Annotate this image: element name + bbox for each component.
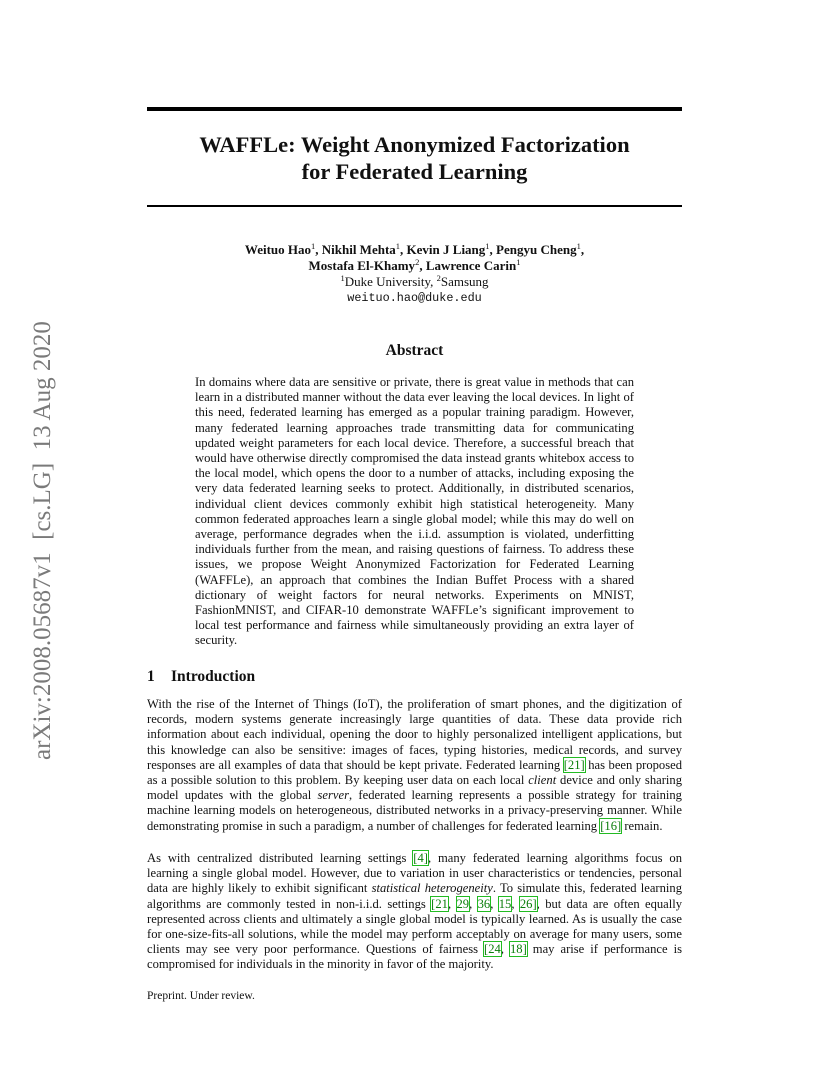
emphasis-text: statistical heterogeneity: [371, 881, 493, 896]
title-top-rule: [147, 107, 682, 111]
paragraph-text: As with centralized distributed learning settings: [147, 851, 414, 865]
affiliation-duke: Duke University,: [344, 274, 437, 289]
author-name: Nikhil Mehta: [321, 242, 396, 257]
author-block: [147, 242, 682, 306]
citation-link[interactable]: 36: [477, 896, 491, 911]
citation-link[interactable]: [16]: [600, 818, 622, 833]
affiliation-mark: 1: [340, 273, 345, 283]
abstract-heading: Abstract: [385, 342, 444, 359]
author-line-1: Weituo Hao$^1$, Nikhil Mehta$^1$, Kevin J Liang$^1$, Pengyu Cheng$^1$,: [244, 241, 585, 257]
author-name: Pengyu Cheng: [496, 242, 577, 257]
citation-link[interactable]: 29: [456, 896, 470, 911]
affiliation-mark: 2: [436, 273, 441, 283]
author-name: Mostafa El-Khamy: [308, 258, 416, 273]
citation-link[interactable]: 15: [498, 896, 512, 911]
paragraph-text: remain.: [621, 818, 663, 833]
author-line-2: Mostafa El-Khamy$^2$, Lawrence Carin$^1$: [308, 257, 521, 273]
paragraph-text: , but data are often equally represented across clients and ultimately a single global model is typically learned. As is usually the case for one-size-fits-all solutions, while the model may perform acceptably on average for many users, some clients may see very poor performance. Questions of fairness: [147, 896, 683, 957]
title-line-2: for Federated Learning: [301, 159, 528, 184]
citation-link[interactable]: [4]: [413, 851, 428, 865]
paragraph-text: . To simulate this, federated learning algorithms are commonly tested in non-i.i.d. settings: [147, 881, 682, 911]
citation-link[interactable]: [24: [484, 942, 501, 957]
affiliations: [147, 274, 682, 290]
paragraph-text: has been proposed as a possible solution to this problem. By keeping user data on each local: [147, 757, 682, 788]
title-line-1: WAFFLe: Weight Anonymized Factorization: [199, 132, 630, 157]
arxiv-category: [cs.LG]: [29, 462, 56, 540]
emphasis-text: server: [317, 788, 349, 803]
affiliation-mark: 2: [415, 257, 420, 267]
citation-link[interactable]: [21: [431, 896, 448, 911]
abstract-text: In domains where data are sensitive or private, there is great value in methods that can learn in a distributed manner without the data ever leaving the local devices. In light of this need, federated learning has emerged as a popular training paradigm. However, many federated learning approaches trade transmitting data for communicating updated weight parameters for each local device. Therefore, a successful breach that would have otherwise directly compromised the data instead grants whitebox access to the local model, which opens the door to a number of attacks, including exposing the very data federated learning seeks to protect. Additionally, in distributed scenarios, individual client devices commonly exhibit high statistical heterogeneity. Many common federated approaches learn a single global model; while this may do well on average, performance degrades when the i.i.d. assumption is violated, underfitting individuals further from the mean, and raising questions of fairness. To address these issues, we propose Weight Anonymized Factorization for Federated Learning (WAFFLe), an approach that combines the Indian Buffet Process with a shared dictionary of weight factors for neural networks. Experiments on MNIST, FashionMNIST, and CIFAR-10 demonstrate WAFFLe’s significant improvement to local test performance and fairness while simultaneously providing an extra layer of security.: [195, 375, 634, 648]
arxiv-date: 13 Aug 2020: [29, 321, 56, 451]
citation-link[interactable]: 26]: [519, 896, 537, 911]
affiliation-mark: 1: [485, 241, 490, 251]
title-bottom-rule: [147, 205, 682, 207]
citation-link[interactable]: [21]: [563, 757, 585, 772]
arxiv-id: arXiv:2008.05687v1: [29, 552, 56, 760]
citation-link[interactable]: 18]: [509, 942, 527, 957]
author-name: Lawrence Carin: [425, 258, 517, 273]
paragraph-text: , federated learning represents a possible strategy for training machine learning models on heterogeneous, distributed networks in a privacy-preserving manner. While demonstrating promise in such a paradigm, a number of challenges for federated learning: [147, 788, 682, 833]
affiliation-mark: 1: [395, 241, 401, 251]
author-name: Kevin J Liang: [406, 242, 486, 257]
paragraph-text: , many federated learning algorithms focus on learning a single global model. However, due to variation in user characteristics or tendencies, personal data are highly likely to exhibit significant: [147, 851, 683, 896]
paragraph-text: may arise if performance is compromised for individuals in the minority in favor of the majority.: [147, 942, 683, 972]
affiliation-mark: 1: [576, 241, 581, 251]
author-name: Weituo Hao: [244, 242, 311, 257]
affiliation-mark: 1: [516, 257, 521, 267]
paragraph-text: With the rise of the Internet of Things (IoT), the proliferation of smart phones, and the digitization of records, modern systems generate increasingly large quantities of data. These data provide rich information about each individual, opening the door to highly personalized intelligent applications, but this knowledge can also be sensitive: images of faces, typing histories, medical records, and survey responses are all examples of data that should be kept private. Federated learning: [147, 697, 682, 772]
section-number: 1: [147, 668, 155, 685]
paragraph-text: device and only sharing model updates with the global: [147, 773, 682, 803]
emphasis-text: client: [528, 773, 557, 788]
affiliation-samsung: Samsung: [440, 274, 489, 289]
contact-email: weituo.hao@duke.edu: [347, 291, 482, 305]
intro-paragraph-2: As with centralized distributed learning settings [4], many federated learning algorithms focus on learning a single global model. However, due to variation in user characteristics or tendencies, personal data are highly likely to exhibit significant statistical heterogeneity. To simulate this, federated learning algorithms are commonly tested in non-i.i.d. settings [21, 29, 36, 15, 26], but data are often equally represented across clients and ultimately a single global model is typically learned. As is usually the case for one-size-fits-all solutions, while the model may perform acceptably on average for many users, some clients may see very poor performance. Questions of fairness [24, 18] may arise if performance is compromised for individuals in the minority in favor of the majority.: [147, 851, 683, 972]
section-heading: [147, 668, 255, 686]
paper-title: [147, 131, 682, 185]
section-title: Introduction: [171, 668, 256, 685]
affiliation-mark: 1: [311, 241, 316, 251]
arxiv-sidebar-stamp: [25, 280, 61, 760]
intro-paragraph-1: [147, 697, 682, 834]
preprint-footer: Preprint. Under review.: [147, 990, 255, 1002]
